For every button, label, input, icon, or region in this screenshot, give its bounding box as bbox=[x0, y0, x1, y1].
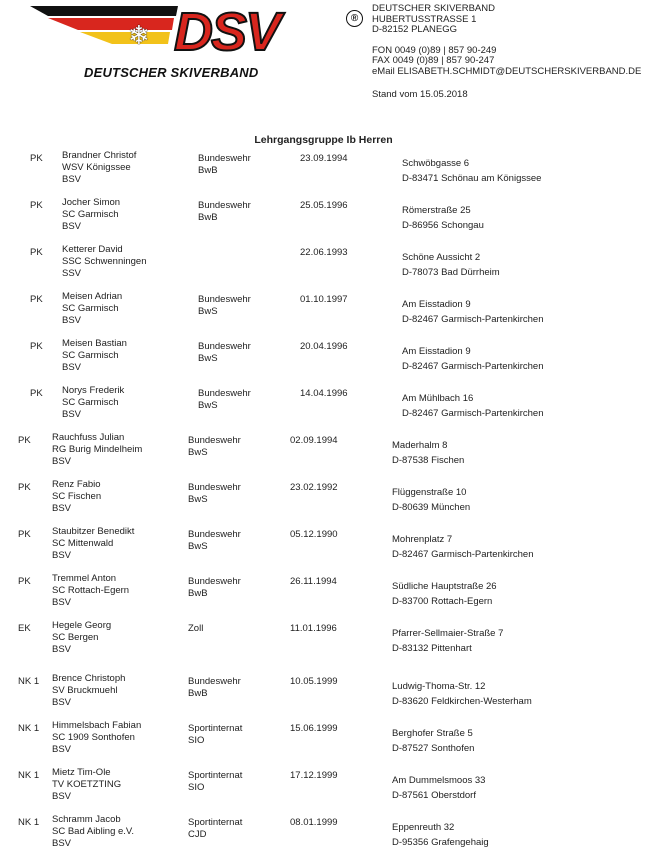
association-code: BSV bbox=[52, 456, 72, 467]
city-address: D-83620 Feldkirchen-Westerham bbox=[392, 696, 532, 707]
street-address: Pfarrer-Sellmaier-Straße 7 bbox=[392, 628, 504, 639]
city-address: D-83471 Schönau am Königssee bbox=[402, 173, 542, 184]
organization-unit: BwS bbox=[188, 447, 208, 458]
organization: Sportinternat bbox=[188, 770, 243, 781]
page-title: Lehrgangsgruppe Ib Herren bbox=[254, 134, 393, 146]
birth-date: 23.02.1992 bbox=[290, 482, 338, 493]
organization-unit: BwB bbox=[188, 688, 208, 699]
association-code: BSV bbox=[62, 362, 82, 373]
club-name: TV KOETZTING bbox=[52, 779, 122, 790]
athlete-name: Meisen Bastian bbox=[62, 338, 127, 349]
organization: Bundeswehr bbox=[198, 153, 251, 164]
athlete-name: Ketterer David bbox=[62, 244, 123, 255]
dsv-wordmark: DSV bbox=[174, 4, 280, 62]
birth-date: 14.04.1996 bbox=[300, 388, 348, 399]
city-address: D-87538 Fischen bbox=[392, 455, 465, 466]
club-name: SC Garmisch bbox=[62, 397, 119, 408]
birth-date: 23.09.1994 bbox=[300, 153, 348, 164]
street-address: Römerstraße 25 bbox=[402, 205, 471, 216]
category-label: EK bbox=[18, 623, 31, 634]
organization: Bundeswehr bbox=[198, 294, 251, 305]
logo-tagline: DEUTSCHER SKIVERBAND bbox=[84, 65, 259, 80]
athlete-name: Brandner Christof bbox=[62, 150, 137, 161]
athlete-name: Staubitzer Benedikt bbox=[52, 526, 135, 537]
birth-date: 05.12.1990 bbox=[290, 529, 338, 540]
athlete-name: Schramm Jacob bbox=[52, 814, 121, 825]
organization-unit: CJD bbox=[188, 829, 207, 840]
city-address: D-87527 Sonthofen bbox=[392, 743, 475, 754]
club-name: SC Mittenwald bbox=[52, 538, 114, 549]
organization-unit: BwS bbox=[198, 353, 218, 364]
club-name: RG Burig Mindelheim bbox=[52, 444, 143, 455]
birth-date: 25.05.1996 bbox=[300, 200, 348, 211]
club-name: SV Bruckmuehl bbox=[52, 685, 118, 696]
organization: Zoll bbox=[188, 623, 204, 634]
city-address: D-82467 Garmisch-Partenkirchen bbox=[402, 361, 544, 372]
city-address: D-86956 Schongau bbox=[402, 220, 484, 231]
street-address: Eppenreuth 32 bbox=[392, 822, 455, 833]
organization: Bundeswehr bbox=[198, 341, 251, 352]
dsv-logo bbox=[28, 4, 359, 82]
athlete-name: Himmelsbach Fabian bbox=[52, 720, 142, 731]
organization-unit: BwB bbox=[188, 588, 208, 599]
organization-unit: BwB bbox=[198, 212, 218, 223]
birth-date: 22.06.1993 bbox=[300, 247, 348, 258]
organization: Bundeswehr bbox=[188, 529, 241, 540]
street-address: Am Dummelsmoos 33 bbox=[392, 775, 486, 786]
city-address: D-83132 Pittenhart bbox=[392, 643, 472, 654]
association-code: BSV bbox=[52, 791, 72, 802]
athlete-name: Renz Fabio bbox=[52, 479, 101, 490]
organization-unit: BwS bbox=[198, 400, 218, 411]
city-address: D-78073 Bad Dürrheim bbox=[402, 267, 500, 278]
category-label: NK 1 bbox=[18, 770, 40, 781]
category-label: PK bbox=[30, 153, 43, 164]
category-label: PK bbox=[30, 341, 43, 352]
association-code: BSV bbox=[52, 550, 72, 561]
city-address: D-95356 Grafengehaig bbox=[392, 837, 489, 848]
category-label: NK 1 bbox=[18, 676, 40, 687]
club-name: SC Bergen bbox=[52, 632, 99, 643]
city-address: D-87561 Oberstdorf bbox=[392, 790, 476, 801]
birth-date: 11.01.1996 bbox=[290, 623, 337, 634]
city-address: D-82467 Garmisch-Partenkirchen bbox=[392, 549, 534, 560]
street-address: Am Mühlbach 16 bbox=[402, 393, 474, 404]
athlete-name: Tremmel Anton bbox=[52, 573, 117, 584]
organization-unit: BwB bbox=[198, 165, 218, 176]
club-name: SC Fischen bbox=[52, 491, 102, 502]
address-line-3: D-82152 PLANEGG bbox=[372, 24, 458, 35]
organization: Bundeswehr bbox=[188, 435, 241, 446]
city-address: D-83700 Rottach-Egern bbox=[392, 596, 493, 607]
birth-date: 08.01.1999 bbox=[290, 817, 338, 828]
association-code: BSV bbox=[52, 644, 72, 655]
phone-number: FON 0049 (0)89 | 857 90-249 bbox=[372, 44, 497, 56]
athlete-name: Jocher Simon bbox=[62, 197, 121, 208]
birth-date: 17.12.1999 bbox=[290, 770, 338, 781]
organization-unit: BwS bbox=[198, 306, 218, 317]
organization-unit: SIO bbox=[188, 735, 205, 746]
category-label: PK bbox=[30, 247, 43, 258]
dsv-logo-graphic bbox=[28, 4, 348, 66]
street-address: Schwöbgasse 6 bbox=[402, 158, 470, 169]
club-name: SC 1909 Sonthofen bbox=[52, 732, 135, 743]
athlete-name: Hegele Georg bbox=[52, 620, 112, 631]
association-code: BSV bbox=[52, 697, 72, 708]
organization-unit: SIO bbox=[188, 782, 205, 793]
category-label: PK bbox=[18, 576, 31, 587]
club-name: SC Garmisch bbox=[62, 303, 119, 314]
street-address: Ludwig-Thoma-Str. 12 bbox=[392, 681, 486, 692]
athlete-name: Mietz Tim-Ole bbox=[52, 767, 111, 778]
association-code: BSV bbox=[52, 503, 72, 514]
organization: Bundeswehr bbox=[188, 482, 241, 493]
organization: Sportinternat bbox=[188, 723, 243, 734]
birth-date: 15.06.1999 bbox=[290, 723, 338, 734]
street-address: Maderhalm 8 bbox=[392, 440, 448, 451]
fax-number: FAX 0049 (0)89 | 857 90-247 bbox=[372, 55, 495, 66]
category-label: PK bbox=[18, 482, 31, 493]
sender-address bbox=[372, 4, 641, 77]
club-name: SC Bad Aibling e.V. bbox=[52, 826, 135, 837]
street-address: Berghofer Straße 5 bbox=[392, 728, 473, 739]
association-code: BSV bbox=[62, 221, 82, 232]
association-code: BSV bbox=[62, 409, 82, 420]
street-address: Am Eisstadion 9 bbox=[402, 299, 471, 310]
club-name: SC Garmisch bbox=[62, 350, 119, 361]
street-address: Mohrenplatz 7 bbox=[392, 534, 453, 545]
organization: Bundeswehr bbox=[188, 676, 241, 687]
association-code: SSV bbox=[62, 268, 82, 279]
organization: Bundeswehr bbox=[188, 576, 241, 587]
category-label: NK 1 bbox=[18, 817, 40, 828]
snowflake-icon: ❄ bbox=[128, 20, 150, 50]
address-line-2: HUBERTUSSTRASSE 1 bbox=[372, 13, 477, 25]
city-address: D-80639 München bbox=[392, 502, 471, 513]
birth-date: 26.11.1994 bbox=[290, 576, 337, 587]
street-address: Südliche Hauptstraße 26 bbox=[392, 581, 497, 592]
birth-date: 02.09.1994 bbox=[290, 435, 338, 446]
stand-date: Stand vom 15.05.2018 bbox=[372, 89, 468, 100]
city-address: D-82467 Garmisch-Partenkirchen bbox=[402, 314, 544, 325]
email-address: eMail ELISABETH.SCHMIDT@DEUTSCHERSKIVERBAND.DE bbox=[372, 65, 642, 77]
category-label: NK 1 bbox=[18, 723, 40, 734]
organization: Sportinternat bbox=[188, 817, 243, 828]
association-code: BSV bbox=[52, 838, 72, 849]
birth-date: 01.10.1997 bbox=[300, 294, 348, 305]
birth-date: 10.05.1999 bbox=[290, 676, 338, 687]
category-label: PK bbox=[30, 200, 43, 211]
organization: Bundeswehr bbox=[198, 388, 251, 399]
category-label: PK bbox=[18, 435, 31, 446]
club-name: SC Garmisch bbox=[62, 209, 119, 220]
birth-date: 20.04.1996 bbox=[300, 341, 348, 352]
athlete-name: Norys Frederik bbox=[62, 385, 125, 396]
association-code: BSV bbox=[52, 744, 72, 755]
club-name: SC Rottach-Egern bbox=[52, 585, 130, 596]
registered-mark: ® bbox=[346, 10, 363, 27]
address-line-1: DEUTSCHER SKIVERBAND bbox=[372, 3, 495, 14]
street-address: Am Eisstadion 9 bbox=[402, 346, 471, 357]
category-label: PK bbox=[18, 529, 31, 540]
athlete-name: Rauchfuss Julian bbox=[52, 432, 125, 443]
category-label: PK bbox=[30, 388, 43, 399]
association-code: BSV bbox=[62, 174, 82, 185]
organization-unit: BwS bbox=[188, 494, 208, 505]
athlete-name: Brence Christoph bbox=[52, 673, 126, 684]
street-address: Flüggenstraße 10 bbox=[392, 487, 467, 498]
organization-unit: BwS bbox=[188, 541, 208, 552]
club-name: SSC Schwenningen bbox=[62, 256, 147, 267]
club-name: WSV Königssee bbox=[62, 162, 131, 173]
organization: Bundeswehr bbox=[198, 200, 251, 211]
association-code: BSV bbox=[62, 315, 82, 326]
street-address: Schöne Aussicht 2 bbox=[402, 252, 481, 263]
category-label: PK bbox=[30, 294, 43, 305]
athlete-name: Meisen Adrian bbox=[62, 291, 123, 302]
association-code: BSV bbox=[52, 597, 72, 608]
city-address: D-82467 Garmisch-Partenkirchen bbox=[402, 408, 544, 419]
